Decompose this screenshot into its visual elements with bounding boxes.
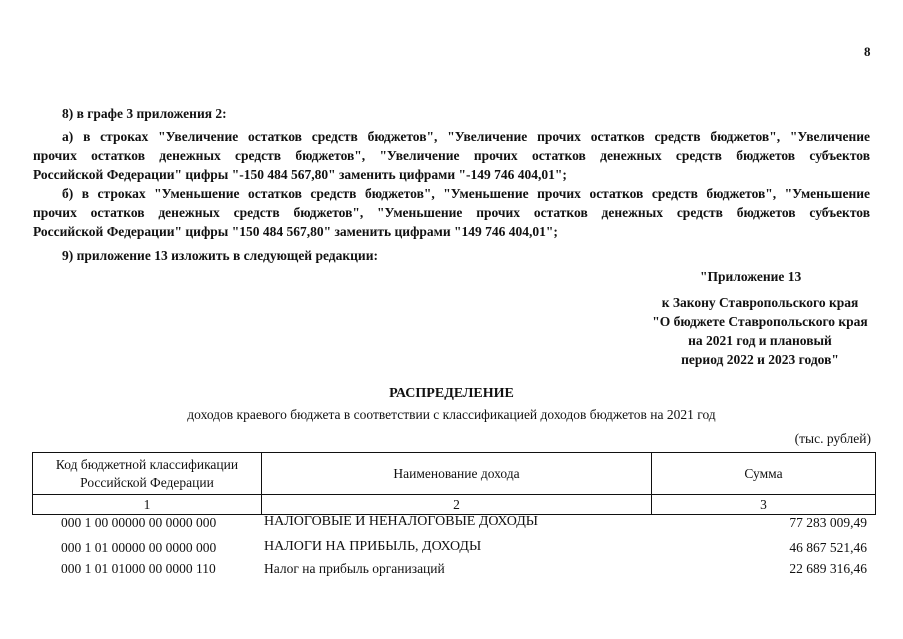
header-name: Наименование дохода	[262, 453, 652, 495]
row-2-code: 000 1 01 00000 00 0000 000	[61, 540, 217, 555]
document-title: РАСПРЕДЕЛЕНИЕ	[389, 386, 514, 401]
item-8a-line-3: Российской Федерации" цифры "-150 484 567,80" заменить цифрами "-149 746 404,01";	[33, 167, 567, 182]
column-number-3: 3	[652, 495, 876, 515]
item-8a-line-2: прочих остатков денежных средств бюджетов", "Увеличение прочих остатков денежных средств бюджетов субъектов	[33, 148, 870, 163]
annex-line-4: период 2022 и 2023 годов"	[681, 352, 839, 367]
annex-line-3: на 2021 год и плановый	[688, 333, 832, 348]
row-3-sum: 22 689 316,46	[789, 561, 867, 576]
header-sum: Сумма	[652, 453, 876, 495]
table-header-row	[33, 453, 876, 495]
row-3-name: Налог на прибыль организаций	[264, 561, 445, 576]
item-8b-line-1: б) в строках "Уменьшение остатков средств бюджетов", "Уменьшение прочих остатков средств бюджетов", "Уменьшение	[62, 186, 870, 201]
document-subtitle: доходов краевого бюджета в соответствии с классификацией доходов бюджетов на 2021 год	[187, 407, 716, 422]
column-number-1: 1	[33, 495, 262, 515]
row-1-code: 000 1 00 00000 00 0000 000	[61, 515, 217, 530]
item-9-text: 9) приложение 13 изложить в следующей редакции:	[62, 248, 378, 263]
row-3-code: 000 1 01 01000 00 0000 110	[61, 561, 216, 576]
item-8b-line-2: прочих остатков денежных средств бюджетов", "Уменьшение прочих остатков денежных средств бюджетов субъектов	[33, 205, 870, 220]
row-1-name: НАЛОГОВЫЕ И НЕНАЛОГОВЫЕ ДОХОДЫ	[264, 514, 538, 529]
annex-line-1: к Закону Ставропольского края	[661, 295, 859, 310]
table-column-numbers-row	[33, 495, 876, 515]
page-number: 8	[864, 44, 871, 59]
header-code: Код бюджетной классификации Российской Федерации	[33, 453, 262, 495]
annex-title: "Приложение 13	[700, 269, 802, 284]
row-2-sum: 46 867 521,46	[789, 540, 867, 555]
revenue-table	[32, 452, 876, 515]
row-2-name: НАЛОГИ НА ПРИБЫЛЬ, ДОХОДЫ	[264, 539, 482, 554]
column-number-2: 2	[262, 495, 652, 515]
annex-line-2: "О бюджете Ставропольского края	[652, 314, 868, 329]
units-label: (тыс. рублей)	[794, 431, 871, 446]
item-8b-line-3: Российской Федерации" цифры "150 484 567,80" заменить цифрами "149 746 404,01";	[33, 224, 558, 239]
row-1-sum: 77 283 009,49	[789, 515, 867, 530]
item-8-heading: 8) в графе 3 приложения 2:	[62, 106, 227, 121]
item-8a-line-1: а) в строках "Увеличение остатков средств бюджетов", "Увеличение прочих остатков средств бюджетов", "Увеличение	[62, 129, 870, 144]
